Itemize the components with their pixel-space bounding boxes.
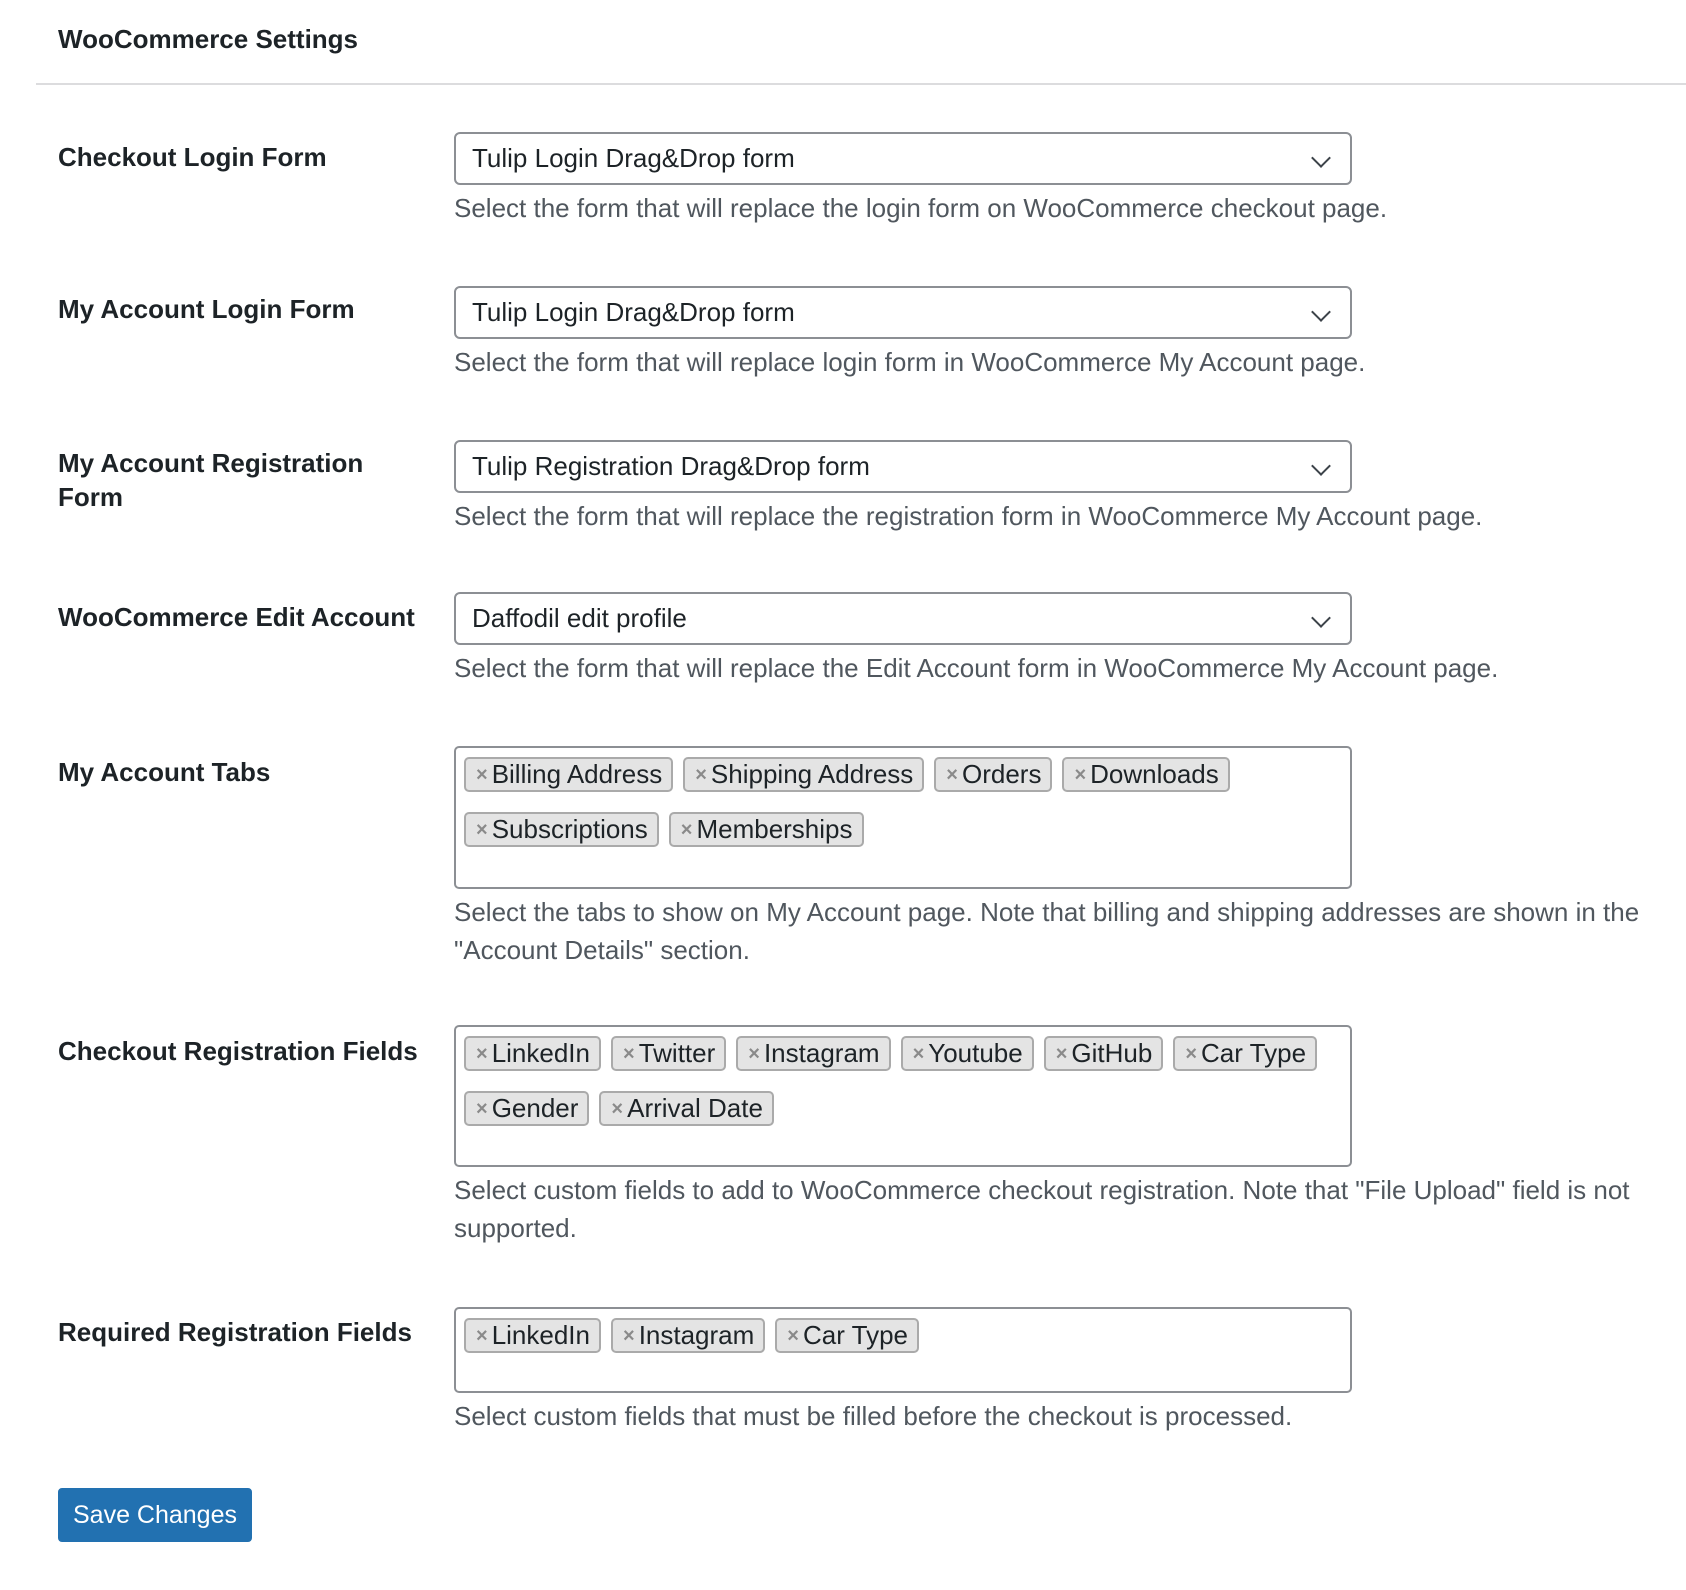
chip-label: Instagram <box>638 1320 755 1350</box>
chip <box>611 1318 765 1353</box>
chip <box>464 1036 601 1071</box>
remove-chip-icon[interactable]: × <box>476 1042 488 1065</box>
remove-chip-icon[interactable]: × <box>946 763 958 786</box>
chip-label: Twitter <box>638 1038 716 1068</box>
chip <box>934 757 1052 792</box>
chip <box>464 1091 589 1126</box>
select-value: Tulip Registration Drag&Drop form <box>472 451 870 481</box>
setting-description: Select custom fields to add to WooCommerce checkout registration. Note that "File Upload" field is not supported. <box>454 1175 1630 1243</box>
chip <box>464 757 673 792</box>
chip-label: Gender <box>491 1093 579 1123</box>
chip-list <box>464 1318 1342 1353</box>
remove-chip-icon[interactable]: × <box>623 1042 635 1065</box>
setting-field <box>454 746 1654 969</box>
chip-label: Shipping Address <box>710 759 914 789</box>
setting-description: Select custom fields that must be filled before the checkout is processed. <box>454 1401 1293 1431</box>
setting-field <box>454 440 1654 535</box>
setting-description: Select the form that will replace the login form on WooCommerce checkout page. <box>454 193 1388 223</box>
chip-label: Downloads <box>1090 759 1219 789</box>
setting-label: Checkout Login Form <box>58 142 327 172</box>
page-title: WooCommerce Settings <box>58 24 359 54</box>
chip <box>736 1036 890 1071</box>
chip-label: Youtube <box>928 1038 1023 1068</box>
setting-label: Required Registration Fields <box>58 1317 412 1347</box>
setting-label: My Account Tabs <box>58 757 271 787</box>
setting-field <box>454 1307 1654 1435</box>
remove-chip-icon[interactable]: × <box>623 1324 635 1347</box>
select-value: Tulip Login Drag&Drop form <box>472 297 795 327</box>
chip-label: Orders <box>961 759 1042 789</box>
edit-account-form-select[interactable] <box>454 592 1352 645</box>
chevron-down-icon <box>1311 608 1331 628</box>
chip <box>1044 1036 1164 1071</box>
my-account-tabs-multiselect[interactable] <box>454 746 1352 889</box>
chevron-down-icon <box>1311 302 1331 322</box>
chip <box>1173 1036 1317 1071</box>
my-account-registration-form-select[interactable] <box>454 440 1352 493</box>
chip-label: LinkedIn <box>491 1038 590 1068</box>
chip <box>599 1091 774 1126</box>
chip-list <box>464 757 1342 847</box>
remove-chip-icon[interactable]: × <box>1185 1042 1198 1065</box>
remove-chip-icon[interactable]: × <box>787 1324 799 1347</box>
remove-chip-icon[interactable]: × <box>611 1097 624 1120</box>
setting-field <box>454 132 1654 227</box>
chevron-down-icon <box>1311 148 1331 168</box>
remove-chip-icon[interactable]: × <box>476 1097 488 1120</box>
chip-label: GitHub <box>1071 1038 1153 1068</box>
chip <box>464 1318 601 1353</box>
remove-chip-icon[interactable]: × <box>476 763 488 786</box>
chip-label: Car Type <box>802 1320 908 1350</box>
chip-label: Billing Address <box>491 759 663 789</box>
remove-chip-icon[interactable]: × <box>476 818 488 841</box>
chip-label: Car Type <box>1201 1038 1307 1068</box>
setting-field <box>454 592 1654 687</box>
remove-chip-icon[interactable]: × <box>1055 1042 1068 1065</box>
remove-chip-icon[interactable]: × <box>1074 763 1087 786</box>
setting-field <box>454 1025 1654 1247</box>
setting-label: My Account Login Form <box>58 294 355 324</box>
my-account-login-form-select[interactable] <box>454 286 1352 339</box>
chip <box>611 1036 726 1071</box>
chip-label: Subscriptions <box>491 814 648 844</box>
remove-chip-icon[interactable]: × <box>695 763 707 786</box>
setting-label: Checkout Registration Fields <box>58 1036 418 1066</box>
setting-description: Select the form that will replace the Edit Account form in WooCommerce My Account page. <box>454 653 1499 683</box>
remove-chip-icon[interactable]: × <box>476 1324 488 1347</box>
setting-description: Select the form that will replace the registration form in WooCommerce My Account page. <box>454 501 1483 531</box>
chip <box>464 812 659 847</box>
chevron-down-icon <box>1311 456 1331 476</box>
chip-label: LinkedIn <box>491 1320 590 1350</box>
chip-label: Memberships <box>696 814 853 844</box>
chip <box>683 757 924 792</box>
checkout-login-form-select[interactable] <box>454 132 1352 185</box>
chip-list <box>464 1036 1342 1126</box>
title-divider <box>36 83 1686 85</box>
setting-label: WooCommerce Edit Account <box>58 602 415 632</box>
chip-label: Instagram <box>763 1038 880 1068</box>
remove-chip-icon[interactable]: × <box>680 818 693 841</box>
chip <box>901 1036 1034 1071</box>
chip <box>775 1318 919 1353</box>
select-value: Daffodil edit profile <box>472 603 687 633</box>
select-value: Tulip Login Drag&Drop form <box>472 143 795 173</box>
required-registration-fields-multiselect[interactable] <box>454 1307 1352 1393</box>
chip <box>669 812 864 847</box>
remove-chip-icon[interactable]: × <box>912 1042 925 1065</box>
setting-description: Select the tabs to show on My Account page. Note that billing and shipping addresses are shown in the "Account Details" section. <box>454 897 1640 965</box>
remove-chip-icon[interactable]: × <box>748 1042 760 1065</box>
setting-description: Select the form that will replace login form in WooCommerce My Account page. <box>454 347 1366 377</box>
chip <box>1062 757 1229 792</box>
setting-field <box>454 286 1654 381</box>
checkout-registration-fields-multiselect[interactable] <box>454 1025 1352 1167</box>
chip-label: Arrival Date <box>627 1093 763 1123</box>
setting-label: My Account Registration Form <box>58 448 364 512</box>
save-changes-button[interactable]: Save Changes <box>58 1488 252 1542</box>
